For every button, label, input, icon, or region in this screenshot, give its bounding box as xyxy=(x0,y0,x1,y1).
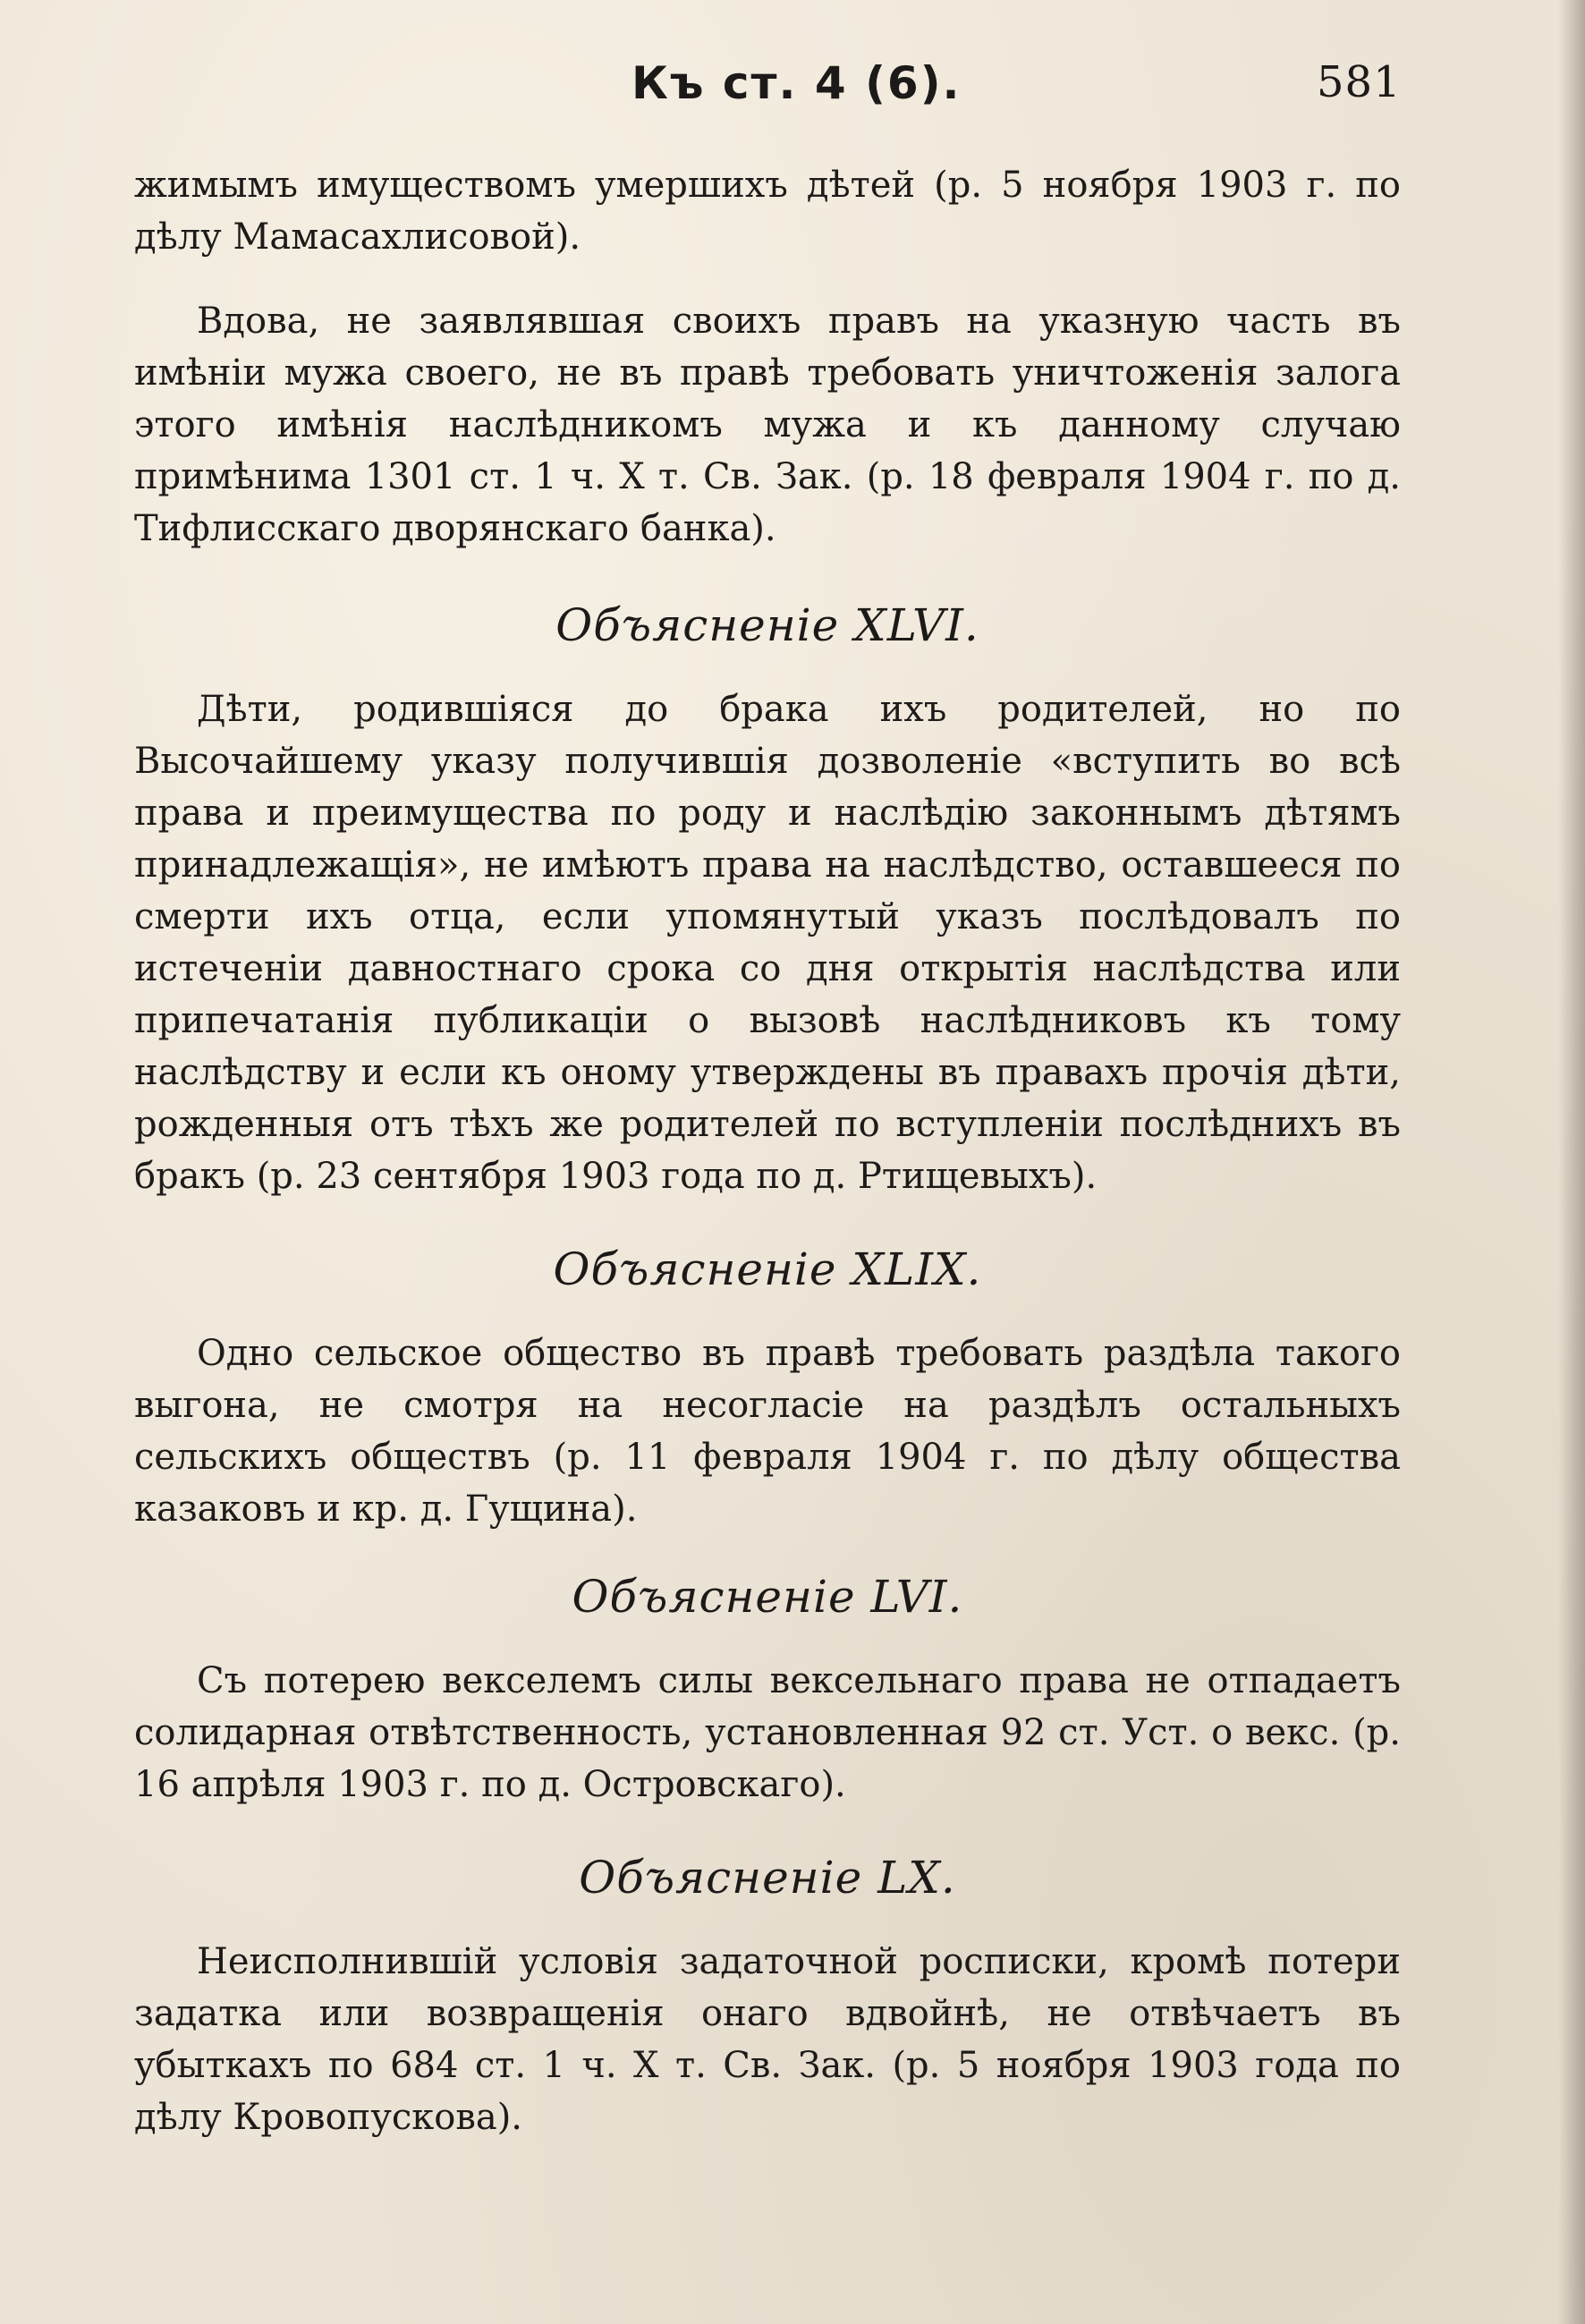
section-heading: Объясненіе XLIX. xyxy=(553,1243,982,1295)
running-title: Къ ст. 4 (6). xyxy=(631,57,962,109)
paragraph: Съ потерею векселемъ силы вексельнаго права не отпадаетъ солидарная отвѣтственность, установленная 92 ст. Уст. о векс. (р. 16 апрѣля 1903 г. по д. Островскаго). xyxy=(134,1660,1401,1805)
page-body xyxy=(134,159,1401,2143)
page-number: 581 xyxy=(1317,57,1402,107)
paragraph: Неисполнившій условія задаточной росписки, кромѣ потери задатка или возвращенія онаго вдвойнѣ, не отвѣчаетъ въ убыткахъ по 684 ст. 1 ч. X т. Св. Зак. (р. 5 ноября 1903 года по дѣлу Кровопускова). xyxy=(134,1941,1401,2138)
section-heading: Объясненіе LVI. xyxy=(572,1571,963,1623)
page-header xyxy=(0,57,1585,129)
section-heading: Объясненіе XLVI. xyxy=(555,599,979,651)
page-edge-shadow xyxy=(1558,0,1585,2324)
paragraph: Одно сельское общество въ правѣ требовать раздѣла такого выгона, не смотря на несогласіе на раздѣлъ остальныхъ сельскихъ обществъ (р. 11 февраля 1904 г. по дѣлу общества казаковъ и кр. д. Гущина). xyxy=(134,1333,1401,1530)
section-heading: Объясненіе LX. xyxy=(579,1852,956,1904)
paragraph: Вдова, не заявлявшая своихъ правъ на указную часть въ имѣніи мужа своего, не въ правѣ требовать уничтоженія залога этого имѣнія наслѣдникомъ мужа и къ данному случаю примѣнима 1301 ст. 1 ч. X т. Св. Зак. (р. 18 февраля 1904 г. по д. Тифлисскаго дворянскаго банка). xyxy=(134,301,1401,549)
paragraph: Дѣти, родившіяся до брака ихъ родителей, но по Высочайшему указу получившія дозволеніе «вступить во всѣ права и преимущества по роду и наслѣдію законнымъ дѣтямъ принадлежащія», не имѣютъ права на наслѣдство, оставшееся по смерти ихъ отца, если упомянутый указъ послѣдовалъ по истеченіи давностнаго срока со дня открытія наслѣдства или припечатанія публикаціи о вызовѣ наслѣдниковъ къ тому наслѣдству и если къ оному утверждены въ правахъ прочія дѣти, рожденныя отъ тѣхъ же родителей по вступленіи послѣднихъ въ бракъ (р. 23 сентября 1903 года по д. Ртищевыхъ). xyxy=(134,689,1401,1197)
paragraph-continued: жимымъ имуществомъ умершихъ дѣтей (р. 5 ноября 1903 г. по дѣлу Мамасахлисовой). xyxy=(134,165,1401,258)
